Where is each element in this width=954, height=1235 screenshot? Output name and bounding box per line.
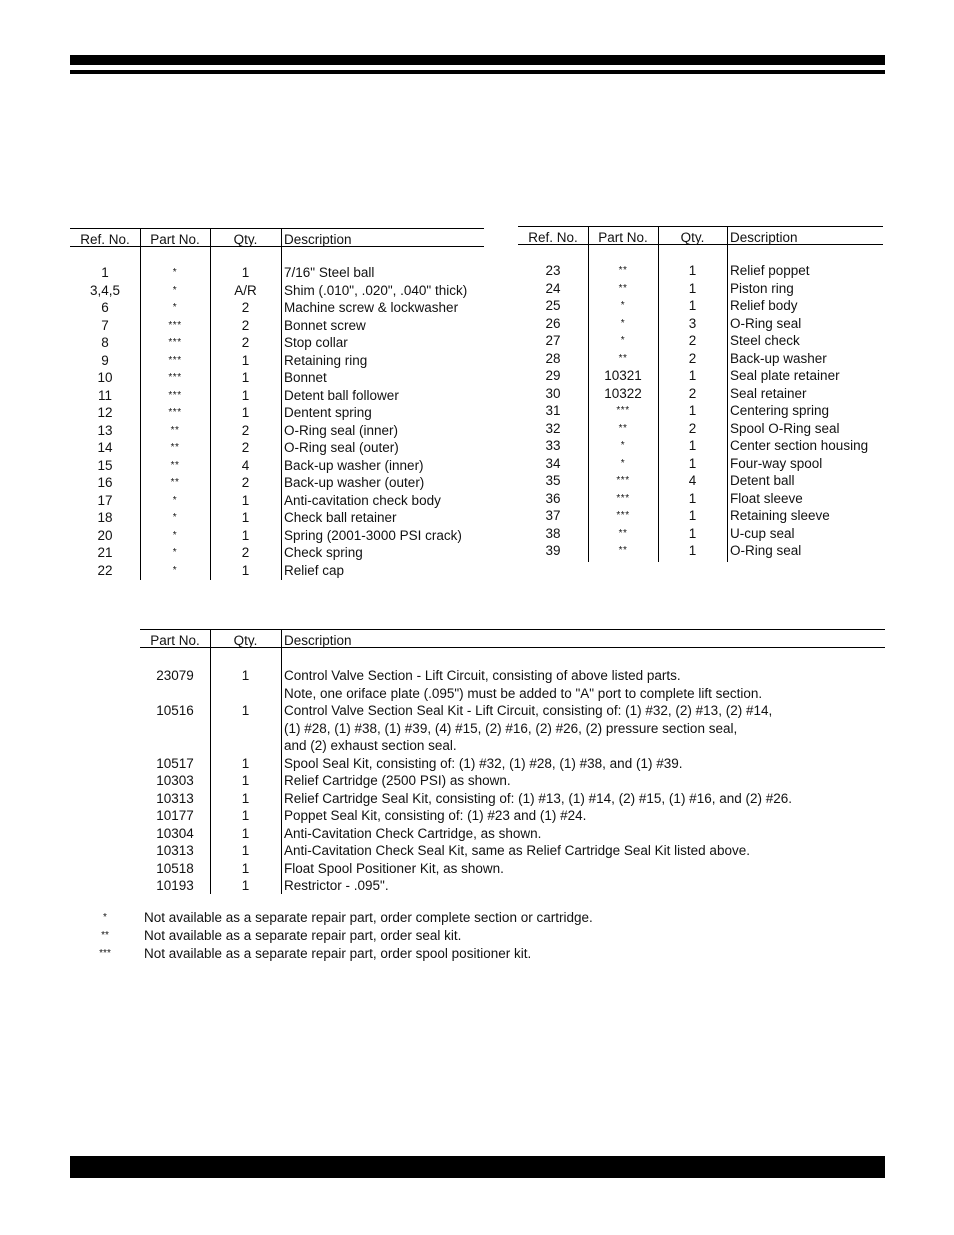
part-no: *** [616, 510, 630, 521]
description [284, 877, 389, 895]
qty: 1 [241, 825, 250, 841]
ref-no: 1 [101, 265, 109, 280]
ref-no: 14 [97, 440, 113, 455]
description: Detent ball [730, 473, 795, 488]
part-no: 23079 [156, 668, 194, 683]
description: Piston ring [730, 280, 794, 296]
table-row [518, 525, 883, 543]
qty: 1 [688, 298, 697, 313]
qty: 1 [241, 370, 250, 385]
qty: 1 [241, 527, 250, 543]
description [284, 842, 750, 860]
qty: 1 [241, 510, 250, 525]
part-no: *** [168, 337, 182, 348]
description [284, 755, 682, 773]
kits-table [140, 629, 885, 894]
qty: 1 [688, 455, 697, 471]
description-line: Note, one oriface plate (.095") must be added to "A" port to complete lift section. [284, 685, 763, 701]
table-row [518, 472, 883, 490]
part-no: * [620, 457, 626, 469]
description: Four-way spool [730, 455, 823, 471]
qty: 2 [688, 333, 697, 348]
table-row [70, 562, 484, 580]
description [284, 860, 504, 878]
part-no: * [620, 317, 626, 329]
ref-no: 33 [545, 438, 561, 453]
qty: 1 [688, 525, 697, 541]
description [284, 825, 541, 843]
table-top-rule [518, 226, 883, 227]
part-no: 10322 [604, 385, 642, 401]
table-row [518, 490, 883, 508]
qty: 1 [241, 755, 250, 771]
ref-no: 26 [545, 315, 561, 331]
qty: 1 [241, 352, 250, 368]
part-no: * [172, 564, 178, 576]
description-line: and (2) exhaust section seal. [284, 738, 457, 753]
table-row [70, 509, 484, 527]
part-no: * [620, 335, 626, 346]
qty: 1 [688, 263, 697, 278]
ref-no: 8 [101, 335, 109, 350]
description: Shim (.010", .020", .040" thick) [284, 282, 468, 298]
description-line: Control Valve Section Seal Kit - Lift Circuit, consisting of: (1) #32, (2) #13, (2) #14, [284, 703, 773, 718]
table-row [518, 402, 883, 420]
footnote-text: Not available as a separate repair part, order spool positioner kit. [144, 946, 532, 961]
part-no: 10177 [156, 808, 194, 823]
table-row [70, 299, 484, 317]
description: Anti-cavitation check body [284, 492, 441, 508]
description-line: Float Spool Positioner Kit, as shown. [284, 860, 504, 876]
ref-no: 16 [97, 475, 113, 490]
qty: 1 [688, 368, 697, 383]
header-description: Description [284, 633, 352, 648]
qty: 2 [241, 300, 250, 315]
qty: 2 [241, 475, 250, 490]
parts-table-right [518, 226, 883, 562]
table-row [70, 264, 484, 282]
table-row [518, 332, 883, 350]
qty: 2 [241, 422, 250, 438]
description: Spring (2001-3000 PSI crack) [284, 527, 462, 543]
part-no: 10518 [156, 860, 194, 876]
ref-no: 39 [545, 543, 561, 558]
table-row [70, 439, 484, 457]
description: Seal plate retainer [730, 368, 840, 383]
table-row [518, 280, 883, 298]
header-ref-no: Ref. No. [80, 232, 130, 247]
table-row [70, 352, 484, 370]
qty: 2 [241, 545, 250, 560]
ref-no: 17 [97, 492, 113, 508]
description: Spool O-Ring seal [730, 420, 840, 436]
qty: 2 [241, 440, 250, 455]
table-row [70, 334, 484, 352]
qty: 1 [241, 387, 250, 403]
description: O-Ring seal [730, 315, 802, 331]
part-no: * [172, 284, 178, 296]
description [284, 772, 511, 790]
description: Steel check [730, 333, 800, 348]
table-row [70, 282, 484, 300]
description: Center section housing [730, 438, 869, 453]
ref-no: 20 [97, 527, 113, 543]
description: U-cup seal [730, 525, 795, 541]
part-no: *** [168, 407, 182, 418]
column-divider [281, 629, 282, 894]
table-row [518, 507, 883, 525]
table-row [70, 492, 484, 510]
description: Check spring [284, 545, 363, 560]
description: Machine screw & lockwasher [284, 300, 459, 315]
description [284, 702, 772, 755]
ref-no: 7 [101, 317, 109, 333]
table-row [70, 457, 484, 475]
ref-no: 6 [101, 300, 109, 315]
description: Back-up washer (inner) [284, 457, 424, 473]
part-no: *** [616, 492, 630, 504]
ref-no: 22 [97, 562, 113, 578]
description [284, 807, 586, 825]
header-qty: Qty. [233, 633, 258, 648]
table-row [518, 350, 883, 368]
qty: 2 [241, 317, 250, 333]
part-no: ** [618, 422, 628, 434]
part-no: 10321 [604, 368, 642, 383]
qty: 1 [688, 490, 697, 506]
qty: 1 [241, 668, 250, 683]
footnote-text: Not available as a separate repair part, order seal kit. [144, 928, 462, 943]
ref-no: 24 [545, 280, 561, 296]
description [284, 790, 792, 808]
qty: 1 [688, 403, 697, 418]
description: O-Ring seal [730, 543, 802, 558]
part-no: * [172, 529, 178, 541]
part-no: 10193 [156, 878, 194, 893]
description: Relief poppet [730, 263, 810, 278]
footnote-text: Not available as a separate repair part, order complete section or cartridge. [144, 910, 593, 925]
header-part-no: Part No. [150, 232, 200, 247]
header-ref-no: Ref. No. [528, 230, 578, 245]
header-part-no: Part No. [598, 230, 648, 245]
ref-no: 18 [97, 510, 113, 525]
header-rule-thin [70, 70, 885, 74]
part-no: *** [616, 475, 630, 486]
ref-no: 21 [97, 545, 113, 560]
ref-no: 29 [545, 368, 561, 383]
description: Check ball retainer [284, 510, 397, 525]
part-no: ** [170, 477, 180, 488]
description-line: Restrictor - .095". [284, 878, 389, 893]
description: Relief cap [284, 562, 345, 578]
part-no: ** [618, 282, 628, 294]
part-no: * [172, 302, 178, 313]
description: Retaining ring [284, 352, 368, 368]
qty: A/R [234, 282, 257, 298]
description: Detent ball follower [284, 387, 399, 403]
description: Dentent spring [284, 405, 372, 420]
description: Retaining sleeve [730, 508, 830, 523]
description: Bonnet screw [284, 317, 366, 333]
header-rule-thick [70, 55, 885, 65]
qty: 1 [688, 438, 697, 453]
description: Seal retainer [730, 385, 807, 401]
parts-table-left [70, 228, 484, 580]
table-row [518, 385, 883, 403]
ref-no: 11 [97, 387, 112, 403]
qty: 1 [241, 562, 250, 578]
qty: 1 [241, 878, 250, 893]
header-part-no: Part No. [150, 633, 200, 648]
header-description: Description [730, 230, 798, 245]
description [284, 667, 762, 702]
table-row [518, 542, 883, 560]
qty: 3 [688, 315, 697, 331]
part-no: * [172, 547, 178, 558]
description: Stop collar [284, 335, 348, 350]
description-line: (1) #28, (1) #38, (1) #39, (4) #15, (2) #16, (2) #26, (2) pressure section seal, [284, 720, 738, 736]
table-row [518, 367, 883, 385]
table-row [70, 404, 484, 422]
table-row [518, 297, 883, 315]
ref-no: 10 [97, 370, 113, 385]
table-row [518, 315, 883, 333]
table-row [70, 544, 484, 562]
description: Float sleeve [730, 490, 803, 506]
ref-no: 28 [545, 350, 561, 366]
ref-no: 25 [545, 298, 561, 313]
description: Back-up washer (outer) [284, 475, 425, 490]
qty: 1 [241, 492, 250, 508]
description-line: Relief Cartridge (2500 PSI) as shown. [284, 773, 511, 788]
ref-no: 13 [97, 422, 113, 438]
part-no: 10517 [156, 755, 194, 771]
part-no: ** [170, 424, 180, 436]
part-no: *** [168, 372, 182, 383]
description: Centering spring [730, 403, 830, 418]
ref-no: 37 [545, 508, 561, 523]
table-row [70, 422, 484, 440]
description-line: Control Valve Section - Lift Circuit, consisting of above listed parts. [284, 668, 681, 683]
table-row [70, 369, 484, 387]
header-description: Description [284, 232, 352, 247]
qty: 2 [688, 420, 697, 436]
part-no: *** [168, 389, 182, 401]
qty: 1 [241, 265, 250, 280]
description-line: Anti-Cavitation Check Cartridge, as shown. [284, 825, 542, 841]
part-no: 10313 [156, 790, 194, 806]
description: Bonnet [284, 370, 327, 385]
part-no: ** [618, 527, 628, 539]
table-row [518, 262, 883, 280]
table-top-rule [70, 228, 484, 229]
description-line: Relief Cartridge Seal Kit, consisting of: (1) #13, (1) #14, (2) #15, (1) #16, and (2) #26. [284, 790, 793, 806]
ref-no: 38 [545, 525, 561, 541]
part-no: ** [618, 545, 628, 556]
table-row [70, 474, 484, 492]
footnote-symbol: *** [99, 948, 111, 959]
ref-no: 35 [545, 473, 561, 488]
description-line: Anti-Cavitation Check Seal Kit, same as Relief Cartridge Seal Kit listed above. [284, 843, 750, 858]
part-no: ** [618, 265, 628, 276]
description: 7/16" Steel ball [284, 265, 375, 280]
ref-no: 32 [545, 420, 561, 436]
part-no: ** [618, 352, 628, 364]
part-no: 10303 [156, 773, 194, 788]
part-no: *** [616, 405, 630, 416]
footer-rule [70, 1156, 885, 1178]
description: Back-up washer [730, 350, 827, 366]
header-qty: Qty. [233, 232, 258, 247]
ref-no: 30 [545, 385, 561, 401]
description: O-Ring seal (outer) [284, 440, 399, 455]
part-no: ** [170, 442, 180, 453]
part-no: * [620, 440, 626, 451]
ref-no: 15 [97, 457, 113, 473]
table-row [518, 455, 883, 473]
qty: 4 [241, 457, 250, 473]
qty: 1 [241, 790, 250, 806]
table-row [70, 527, 484, 545]
ref-no: 23 [545, 263, 561, 278]
description-line: Spool Seal Kit, consisting of: (1) #32, (1) #28, (1) #38, and (1) #39. [284, 755, 683, 771]
table-row [518, 420, 883, 438]
qty: 2 [241, 335, 250, 350]
ref-no: 36 [545, 490, 561, 506]
part-no: * [172, 512, 178, 523]
part-no: *** [168, 354, 182, 366]
ref-no: 3,4,5 [89, 282, 121, 298]
qty: 1 [688, 543, 697, 558]
qty: 4 [688, 473, 697, 488]
description: O-Ring seal (inner) [284, 422, 399, 438]
qty: 1 [241, 773, 250, 788]
qty: 1 [241, 843, 250, 858]
part-no: * [172, 267, 178, 278]
header-qty: Qty. [680, 230, 705, 245]
part-no: *** [168, 319, 182, 331]
part-no: 10516 [156, 703, 194, 718]
part-no: * [172, 494, 178, 506]
qty: 1 [241, 703, 250, 718]
description: Relief body [730, 298, 798, 313]
qty: 1 [688, 280, 697, 296]
part-no: ** [170, 459, 180, 471]
table-row [70, 387, 484, 405]
ref-no: 9 [101, 352, 109, 368]
footnote-symbol: ** [101, 930, 109, 941]
part-no: * [620, 300, 626, 311]
qty: 1 [241, 405, 250, 420]
qty: 2 [688, 350, 697, 366]
part-no: 10304 [156, 825, 194, 841]
qty: 2 [688, 385, 697, 401]
ref-no: 31 [545, 403, 561, 418]
qty: 1 [241, 808, 250, 823]
ref-no: 27 [545, 333, 561, 348]
table-row [70, 317, 484, 335]
qty: 1 [688, 508, 697, 523]
footnote-symbol: * [103, 912, 107, 923]
part-no: 10313 [156, 843, 194, 858]
table-top-rule [140, 629, 885, 630]
ref-no: 12 [97, 405, 113, 420]
description-line: Poppet Seal Kit, consisting of: (1) #23 and (1) #24. [284, 808, 587, 823]
ref-no: 34 [545, 455, 561, 471]
qty: 1 [241, 860, 250, 876]
table-row [518, 437, 883, 455]
